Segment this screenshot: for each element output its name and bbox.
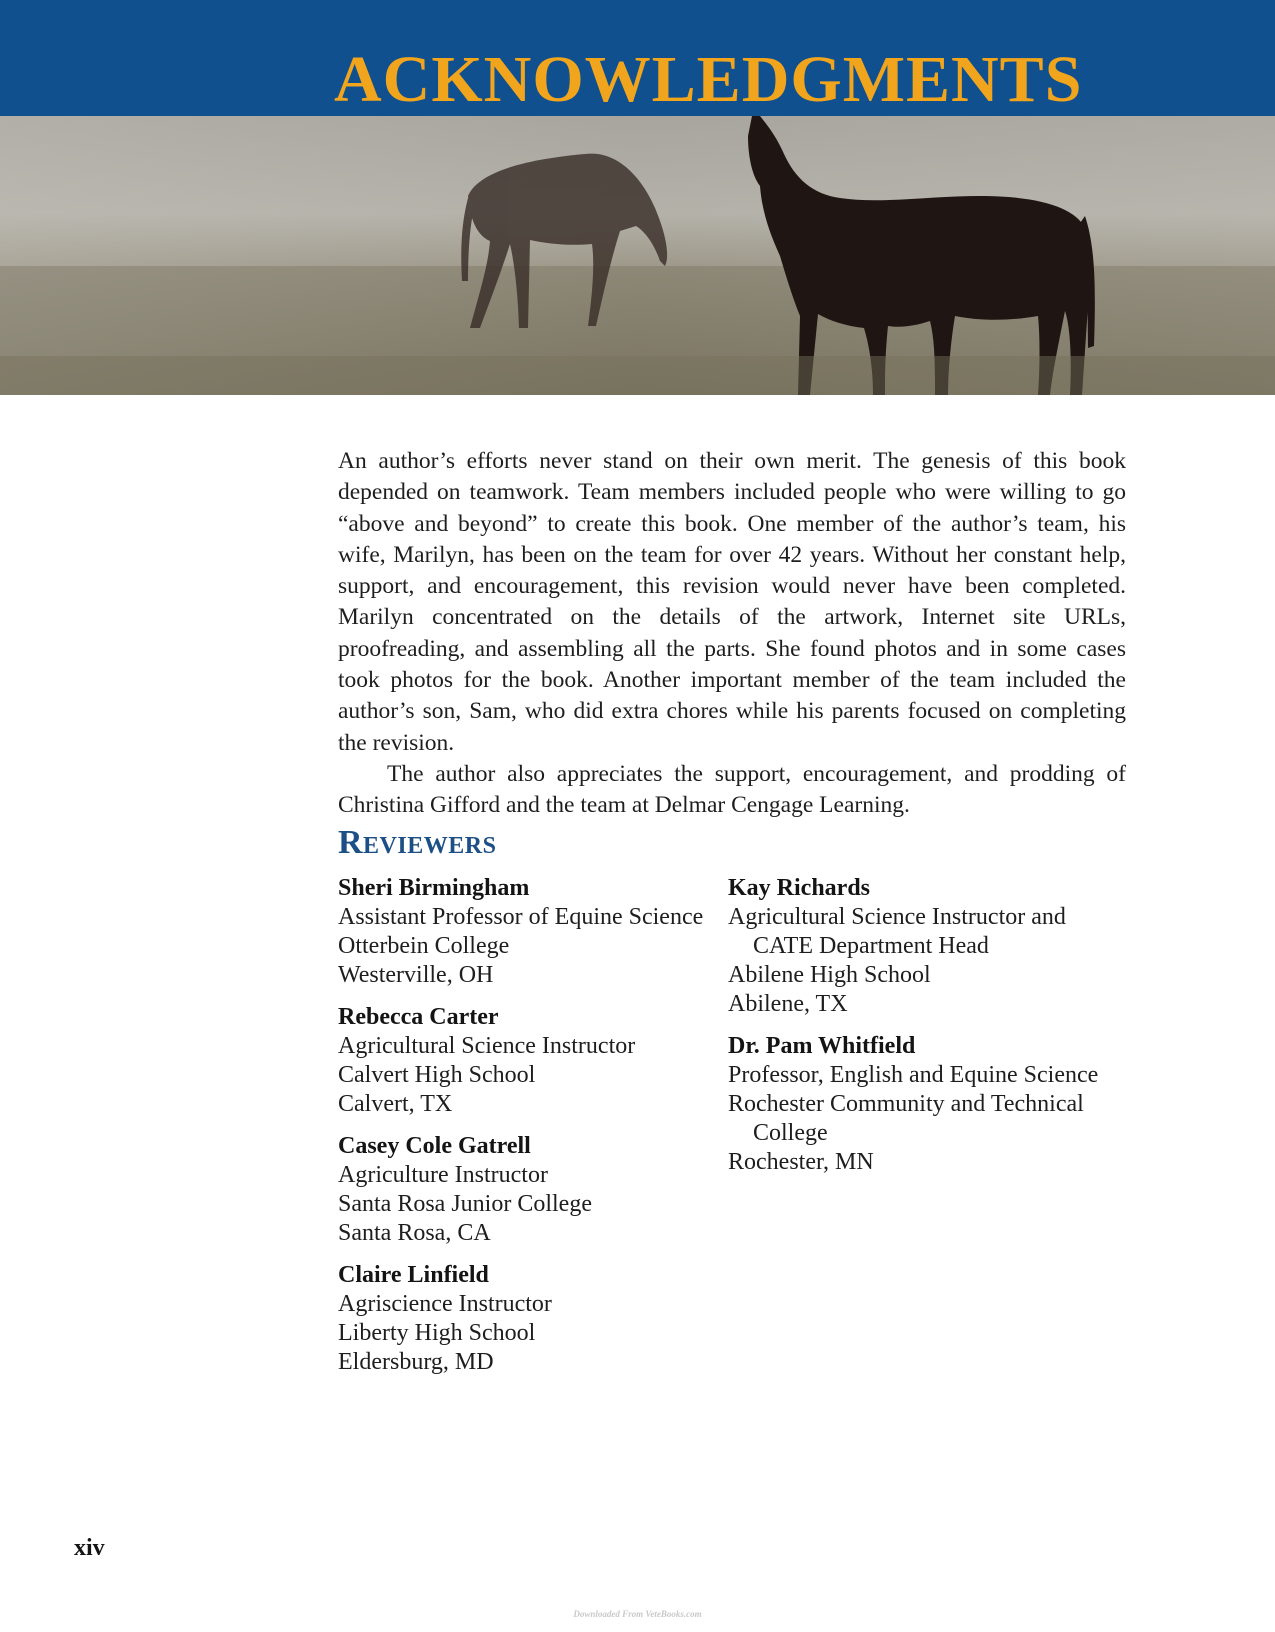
reviewer-location: Westerville, OH [338, 962, 494, 988]
intro-paragraph-1: An author’s efforts never stand on their own merit. The genesis of this book depended on teamwork. Team members included people who were willing to go “above and beyond” to create this book. One member of the author’s team, his wife, Marilyn, has been on the team for over 42 years. Without her constant help, support, and encouragement, this revision would never have been completed. Marilyn concentrated on the details of the artwork, Internet site URLs, proofreading, and assembling all the parts. She found photos and in some cases took photos for the book. Another important member of the team included the author’s son, Sam, who did extra chores while his parents focused on completing the revision. [338, 448, 1126, 756]
reviewer-location: Calvert, TX [338, 1091, 453, 1117]
reviewer-title: Agricultural Science Instructor and [728, 904, 1066, 930]
reviewer-title: Agriscience Instructor [338, 1291, 552, 1317]
reviewer-title: Agricultural Science Instructor [338, 1033, 636, 1059]
reviewer-location: Rochester, MN [728, 1149, 874, 1175]
reviewer-title-continued: CATE Department Head [753, 933, 989, 959]
reviewer-entry [728, 1032, 1148, 1177]
reviewers-left-column [338, 874, 708, 1390]
download-watermark: Downloaded From VetеBooks.com [573, 1609, 702, 1619]
reviewer-name: Kay Richards [728, 875, 871, 901]
reviewer-entry [338, 1261, 708, 1377]
reviewer-name: Rebecca Carter [338, 1004, 499, 1030]
page-title: ACKNOWLEDGMENTS [334, 43, 1083, 116]
reviewer-title: Professor, English and Equine Science [728, 1062, 1099, 1088]
reviewer-title: Agriculture Instructor [338, 1162, 548, 1188]
reviewer-entry [338, 874, 708, 990]
reviewer-location: Eldersburg, MD [338, 1349, 494, 1375]
reviewer-institution-continued: College [753, 1120, 828, 1146]
reviewer-location: Abilene, TX [728, 991, 848, 1017]
reviewer-name: Sheri Birmingham [338, 875, 530, 901]
reviewers-right-column [728, 874, 1148, 1190]
reviewers-heading: Reviewers [338, 824, 497, 861]
reviewer-institution: Otterbein College [338, 933, 510, 959]
reviewer-institution: Rochester Community and Technical [728, 1091, 1084, 1117]
reviewer-entry [338, 1132, 708, 1248]
reviewer-entry [338, 1003, 708, 1119]
reviewer-title: Assistant Professor of Equine Science [338, 904, 704, 930]
reviewer-institution: Santa Rosa Junior College [338, 1191, 592, 1217]
reviewer-institution: Liberty High School [338, 1320, 536, 1346]
reviewer-name: Dr. Pam Whitfield [728, 1033, 916, 1059]
reviewer-entry [728, 874, 1148, 1019]
page-number: xiv [74, 1535, 105, 1561]
intro-text [338, 446, 1126, 822]
reviewer-name: Claire Linfield [338, 1262, 489, 1288]
reviewer-institution: Calvert High School [338, 1062, 536, 1088]
reviewer-name: Casey Cole Gatrell [338, 1133, 531, 1159]
reviewer-location: Santa Rosa, CA [338, 1220, 491, 1246]
reviewer-institution: Abilene High School [728, 962, 931, 988]
horses-photo [0, 116, 1275, 395]
intro-paragraph-2: The author also appreciates the support, encouragement, and prodding of Christina Gifford and the team at Delmar Cengage Learning. [338, 760, 1126, 819]
